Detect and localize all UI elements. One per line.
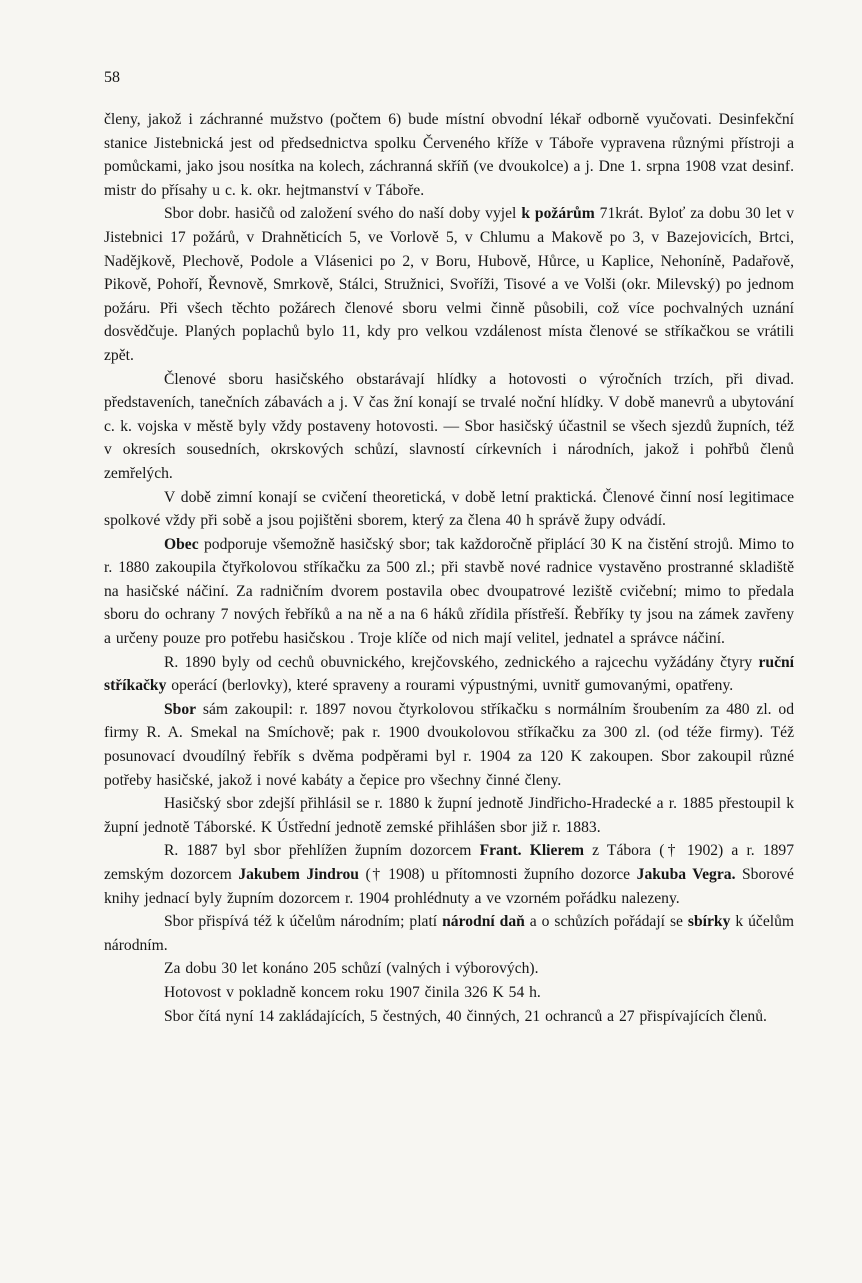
- text-run: Hasičský sbor zdejší přihlásil se r. 1880 k župní jednotě Jindřicho-Hradecké a r. 1885 přestoupil k župní jednotě Táborské. K Ústřední jednotě zemské přihlášen sbor již r. 1883.: [104, 795, 794, 836]
- text-run: R. 1887 byl sbor přehlížen župním dozorcem: [164, 842, 480, 860]
- text-run: a o schůzích pořádají se: [524, 913, 688, 931]
- bold-term: Sbor: [164, 700, 197, 718]
- text-run: 71krát. Byloť za dobu 30 let v Jistebnici 17 požárů, v Drahněticích 5, ve Vorlově 5, v Chlumu a Makově po 3, v Bazejovicích, Brtci, Nadějkově, Plechově, Podole a Vlásenici po 2, v Boru, Hubově, Hůrce, u Kaplice, Nehoníně, Padařově, Pikově, Pohoří, Řevnově, Smrkově, Stálci, Stružnici, Svoříži, Tisové a ve Volši (okr. Milevský) po jednom požáru. Při všech těchto požárech členové sboru velmi činně působili, což více pochvalných uznání dosvědčuje. Planých poplachů bylo 11, kdy pro velkou vzdálenost místa členové se stříkačkou se vrátili zpět.: [104, 205, 795, 364]
- page-number: 58: [104, 69, 120, 86]
- text-run: Hotovost v pokladně koncem roku 1907 činila 326 K 54 h.: [164, 983, 541, 1001]
- paragraph: [104, 533, 794, 651]
- text-run: sám zakoupil: r. 1897 novou čtyrkolovou stříkačku s normálním šroubením za 480 zl. od firmy R. A. Smekal na Smíchově; pak r. 1900 dvoukolovou stříkačku za 300 zl. (od téže firmy). Též posunovací dvoudílný řebřík s dvěma podpěrami byl r. 1904 za 120 K zakoupen. Sbor zakoupil různé potřeby hasičské, jakož i nové kabáty a čepice pro všechny činné členy.: [104, 700, 794, 789]
- body-text: [104, 108, 794, 1028]
- bold-term: sbírky: [687, 913, 731, 931]
- text-run: operácí (berlovky), které spraveny a rourami výpustnými, uvnitř gumovanými, opatřeny.: [166, 677, 734, 695]
- paragraph: [104, 651, 794, 698]
- paragraph: [104, 839, 794, 910]
- paragraph: [104, 981, 794, 1005]
- text-run: R. 1890 byly od cechů obuvnického, krejčovského, zednického a rajcechu vyžádány čtyry: [164, 653, 759, 671]
- bold-term: Obec: [164, 535, 199, 553]
- paragraph: [104, 368, 794, 486]
- text-run: k účelům národním.: [104, 913, 795, 954]
- paragraph: [104, 486, 794, 533]
- paragraph: [104, 957, 794, 981]
- text-run: z Tábora († 1902) a r. 1897 zemským dozorcem: [104, 842, 795, 883]
- text-run: podporuje všemožně hasičský sbor; tak každoročně připlácí 30 K na čistění strojů. Mimo to r. 1880 zakoupila čtyřkolovou stříkačku za 500 zl.; při stavbě nové radnice vystavěno prostranné skladiště na hasičské náčiní. Za radničním dvorem postavila obec dvoupatrové leziště cvičební; mimo to předala sboru do ochrany 7 nových řebříků a na ně a na 6 háků zřídila přístřeší. Řebříky ty jsou na zámek zavřeny a určeny pouze pro potřebu hasičskou . Troje klíče od nich mají velitel, jednatel a správce náčiní.: [104, 535, 794, 648]
- text-run: V době zimní konají se cvičení theoretická, v době letní praktická. Členové činní nosí legitimace spolkové vždy při sobě a jsou pojištěni sborem, který za člena 40 h správě župy odvádí.: [104, 488, 794, 530]
- paragraph: [104, 108, 794, 202]
- text-run: Členové sboru hasičského obstarávají hlídky a hotovosti o výročních trzích, při divad. představeních, tanečních zábavách a j. V čas žní konají se trvalé noční hlídky. V době manevrů a ubytování c. k. vojska v městě byly vždy postaveny hotovosti. — Sbor hasičský účastnil se všech sjezdů župních, též v okresích sousedních, okrskových schůzí, slavností církevních i národních, jakož i pohřbů členů zemřelých.: [104, 370, 794, 482]
- bold-term: k požárům: [521, 205, 595, 223]
- text-run: Sbor přispívá též k účelům národním; platí: [164, 913, 443, 931]
- bold-term: Jakubem Jindrou: [238, 866, 359, 883]
- text-run: Za dobu 30 let konáno 205 schůzí (valných i výborových).: [164, 960, 539, 978]
- bold-term: Jakuba Vegra.: [636, 866, 736, 883]
- paragraph: [104, 1005, 794, 1029]
- text-run: († 1908) u přítomnosti župního dozorce: [358, 866, 637, 883]
- text-run: Sbor dobr. hasičů od založení svého do naší doby vyjel: [164, 205, 522, 223]
- paragraph: [104, 698, 794, 792]
- text-run: Sborové knihy jednací byly župním dozorcem r. 1904 prohlédnuty a ve vzorném pořádku nalezeny.: [104, 866, 794, 907]
- text-run: členy, jakož i záchranné mužstvo (počtem 6) bude místní obvodní lékař odborně vyučovati. Desinfekční stanice Jistebnická jest od předsednictva spolku Červeného kříže v Táboře vypravena různými přístroji a pomůckami, jako jsou nosítka na kolech, záchranná skříň (ve dvoukolce) a j. Dne 1. srpna 1908 vzat desinf. mistr do přísahy u c. k. okr. hejtmanství v Táboře.: [104, 111, 794, 199]
- paragraph: [104, 910, 794, 957]
- text-run: Sbor čítá nyní 14 zakládajících, 5 čestných, 40 činných, 21 ochranců a 27 přispívajících členů.: [164, 1007, 767, 1025]
- paragraph: [104, 202, 794, 367]
- bold-term: Frant. Klierem: [479, 842, 584, 860]
- bold-term: národní daň: [442, 913, 525, 931]
- bold-term: ruční stříkačky: [104, 653, 794, 695]
- paragraph: [104, 792, 794, 839]
